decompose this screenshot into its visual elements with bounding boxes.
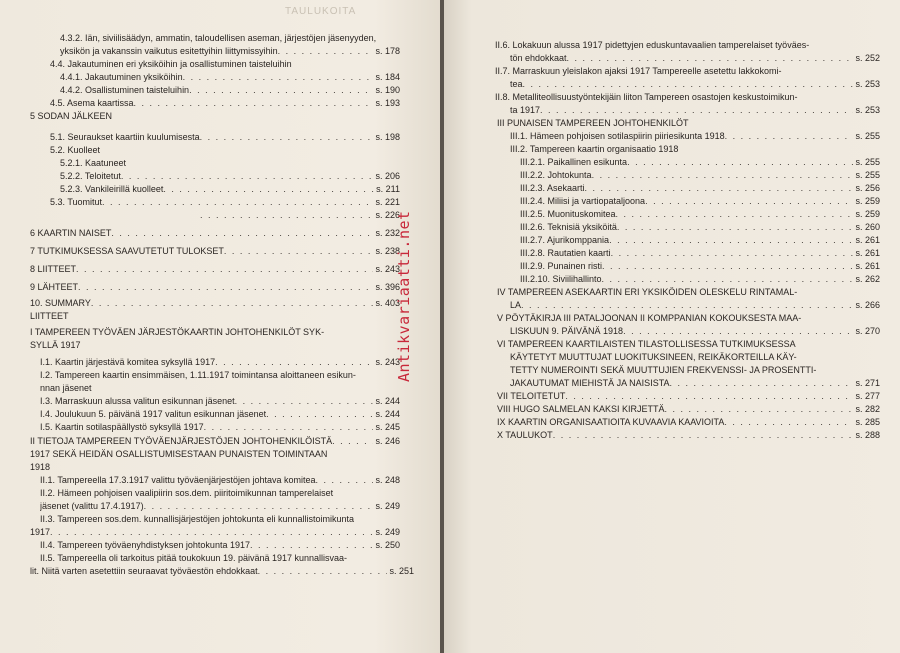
left-toc-line xyxy=(30,340,414,351)
toc-entry-title: LIITTEET xyxy=(30,311,69,321)
toc-page-number: s. 184 xyxy=(375,72,400,82)
toc-entry-title: JAKAUTUMAT MIEHISTÄ JA NAISISTA xyxy=(510,378,670,388)
toc-entry-title: LA xyxy=(510,300,522,310)
toc-entry-title: III PUNAISEN TAMPEREEN JOHTOHENKILÖT xyxy=(497,118,689,128)
left-toc-line xyxy=(50,132,400,143)
toc-entry-title: 1918 xyxy=(30,462,51,472)
toc-entry-title: 7 TUTKIMUKSESSA SAAVUTETUT TULOKSET xyxy=(30,246,224,256)
toc-page-number: s. 249 xyxy=(375,527,400,537)
dot-leader xyxy=(602,274,854,285)
dot-leader xyxy=(617,222,854,233)
left-toc-line xyxy=(30,327,414,338)
toc-entry-title: 4.5. Asema kaartissa xyxy=(50,98,134,108)
right-toc-line xyxy=(510,53,880,64)
dot-leader xyxy=(553,430,854,441)
toc-page-number: s. 244 xyxy=(375,396,400,406)
dot-leader xyxy=(565,391,853,402)
right-toc-line xyxy=(510,131,880,142)
dot-leader xyxy=(523,79,854,90)
left-toc-line xyxy=(30,282,400,293)
left-toc-line xyxy=(40,514,414,525)
right-toc-line xyxy=(510,352,890,363)
toc-entry-title: III.2. Tampereen kaartin organisaatio 1918 xyxy=(510,144,679,154)
toc-entry-title: KÄYTETYT MUUTTUJAT LUOKITUKSINEEN, REIKÄKORTEILLA KÄY- xyxy=(510,352,797,362)
toc-entry-title: I.4. Joulukuun 5. päivänä 1917 valitun esikunnan jäsenet xyxy=(40,409,267,419)
toc-page-number: s. 250 xyxy=(375,540,400,550)
toc-page-number: s. 261 xyxy=(855,235,880,245)
dot-leader xyxy=(250,540,373,551)
toc-entry-title: I.2. Tampereen kaartin ensimmäisen, 1.11.1917 toimintansa aloittaneen esikun- xyxy=(40,370,356,380)
toc-entry-title: 1917 SEKÄ HEIDÄN OSALLISTUMISESTAAN PUNAISTEN TOIMINTAAN xyxy=(30,449,328,459)
toc-page-number: s. 251 xyxy=(389,566,414,576)
toc-entry-title: II.8. Metalliteollisuustyöntekijäin liiton Tampereen osastojen keskustoimikun- xyxy=(495,92,798,102)
left-toc-line xyxy=(30,462,414,473)
toc-entry-title: 8 LIITTEET xyxy=(30,264,77,274)
toc-entry-title: III.2.8. Rautatien kaarti xyxy=(520,248,611,258)
toc-entry-title: II.7. Marraskuun yleislakon ajaksi 1917 Tampereelle asetettu lakkokomi- xyxy=(495,66,782,76)
toc-page-number: s. 198 xyxy=(375,132,400,142)
toc-page-number: s. 243 xyxy=(375,264,400,274)
dot-leader xyxy=(725,131,854,142)
toc-entry-title: SYLLÄ 1917 xyxy=(30,340,81,350)
toc-entry-title: 4.4.1. Jakautuminen yksiköihin xyxy=(60,72,183,82)
dot-leader xyxy=(266,409,373,420)
toc-entry-title: 6 KAARTIN NAISET xyxy=(30,228,112,238)
right-toc-line xyxy=(497,430,880,441)
toc-entry-title: 1917 xyxy=(30,527,51,537)
toc-page-number: s. 288 xyxy=(855,430,880,440)
toc-entry-title: III.2.4. Miliisi ja vartiopataljoona xyxy=(520,196,646,206)
toc-page-number: s. 252 xyxy=(855,53,880,63)
toc-entry-title: 5.2.3. Vankileirillä kuolleet xyxy=(60,184,164,194)
toc-entry-title: tea xyxy=(510,79,523,89)
toc-page-number: s. 226 xyxy=(375,210,400,220)
left-toc-line xyxy=(30,311,414,322)
toc-page-number: s. 270 xyxy=(855,326,880,336)
toc-page-number: s. 403 xyxy=(375,298,400,308)
toc-entry-title: II.1. Tampereella 17.3.1917 valittu työväenjärjestöjen johtava komitea xyxy=(40,475,316,485)
dot-leader xyxy=(134,98,374,109)
toc-page-number: s. 282 xyxy=(855,404,880,414)
dot-leader xyxy=(144,501,374,512)
toc-entry-title: 10. SUMMARY xyxy=(30,298,91,308)
toc-entry-title: tön ehdokkaat xyxy=(510,53,567,63)
toc-entry-title: 4.4. Jakautuminen eri yksiköihin ja osallistuminen taisteluihin xyxy=(50,59,292,69)
toc-page-number: s. 193 xyxy=(375,98,400,108)
left-toc-line xyxy=(30,436,400,447)
right-toc-line xyxy=(510,105,880,116)
toc-entry-title: 5.2.1. Kaatuneet xyxy=(60,158,127,168)
right-toc-line xyxy=(520,222,880,233)
right-toc-line xyxy=(510,365,890,376)
toc-entry-title: VIII HUGO SALMELAN KAKSI KIRJETTÄ xyxy=(497,404,665,414)
toc-entry-title: 5 SODAN JÄLKEEN xyxy=(30,111,113,121)
dot-leader xyxy=(609,235,853,246)
toc-entry-title: II.5. Tampereella oli tarkoitus pitää toukokuun 19. päivänä 1917 kunnallisvaa- xyxy=(40,553,348,563)
right-page xyxy=(444,0,900,653)
toc-entry-title: ta 1917 xyxy=(510,105,541,115)
left-toc-line xyxy=(30,228,400,239)
left-toc-line xyxy=(30,111,414,122)
dot-leader xyxy=(76,264,373,275)
toc-page-number: s. 277 xyxy=(855,391,880,401)
toc-entry-title: IX KAARTIN ORGANISAATIOITA KUVAAVIA KAAVIOITA xyxy=(497,417,725,427)
right-toc-line xyxy=(510,144,890,155)
dot-leader xyxy=(540,105,853,116)
toc-entry-title: II.3. Tampereen sos.dem. kunnallisjärjestöjen johtokunta eli kunnallistoimikunta xyxy=(40,514,355,524)
toc-page-number: s. 243 xyxy=(375,357,400,367)
toc-entry-title: yksikön ja vakanssin vaikutus esitettyihin liittymissyihin xyxy=(60,46,278,56)
toc-page-number: s. 178 xyxy=(375,46,400,56)
toc-entry-title: III.2.1. Paikallinen esikunta xyxy=(520,157,628,167)
left-toc-line xyxy=(40,553,400,564)
dot-leader xyxy=(111,228,373,239)
right-toc-line xyxy=(497,313,890,324)
toc-page-number: s. 285 xyxy=(855,417,880,427)
dot-leader xyxy=(724,417,853,428)
toc-page-number: s. 248 xyxy=(375,475,400,485)
toc-entry-title: I TAMPEREEN TYÖVÄEN JÄRJESTÖKAARTIN JOHTOHENKILÖT SYK- xyxy=(30,327,325,337)
right-toc-line xyxy=(520,248,880,259)
toc-entry-title: LISKUUN 9. PÄIVÄNÄ 1918 xyxy=(510,326,624,336)
toc-page-number: s. 271 xyxy=(855,378,880,388)
left-toc-line xyxy=(40,383,414,394)
left-toc-line xyxy=(60,171,400,182)
toc-entry-title: III.2.3. Asekaarti xyxy=(520,183,585,193)
dot-leader xyxy=(258,566,388,577)
left-toc-line xyxy=(60,72,400,83)
dot-leader xyxy=(91,298,374,309)
left-toc-line xyxy=(60,46,400,57)
toc-entry-title: jäsenet (valittu 17.4.1917) xyxy=(40,501,144,511)
toc-entry-title: I.1. Kaartin järjestävä komitea syksyllä 1917 xyxy=(40,357,216,367)
dot-leader xyxy=(224,246,374,257)
dot-leader xyxy=(521,300,853,311)
toc-entry-title: III.2.7. Ajurikomppania xyxy=(520,235,610,245)
toc-entry-title: 5.3. Tuomitut xyxy=(50,197,103,207)
right-toc-line xyxy=(495,66,890,77)
toc-page-number: s. 221 xyxy=(375,197,400,207)
toc-entry-title: III.2.6. Teknisiä yksiköitä xyxy=(520,222,617,232)
right-toc-line xyxy=(520,261,880,272)
left-toc-line xyxy=(60,33,414,44)
dot-leader xyxy=(616,209,854,220)
dot-leader xyxy=(204,422,374,433)
toc-entry-title: VI TAMPEREEN KAARTILAISTEN TILASTOLLISESSA TUTKIMUKSESSA xyxy=(497,339,796,349)
toc-entry-title: 5.2.2. Teloitetut xyxy=(60,171,121,181)
right-toc-line xyxy=(510,378,880,389)
toc-entry-title: III.2.2. Johtokunta xyxy=(520,170,592,180)
right-toc-line xyxy=(520,209,880,220)
toc-entry-title: II TIETOJA TAMPEREEN TYÖVÄENJÄRJESTÖJEN JOHTOHENKILÖISTÄ xyxy=(30,436,333,446)
dot-leader xyxy=(623,326,853,337)
left-toc-line xyxy=(30,298,400,309)
left-toc-line xyxy=(50,197,400,208)
dot-leader xyxy=(278,46,374,57)
toc-entry-title: III.1. Hämeen pohjoisen sotilaspiirin piiriesikunta 1918 xyxy=(510,131,725,141)
right-toc-line xyxy=(497,287,890,298)
toc-page-number: s. 232 xyxy=(375,228,400,238)
right-toc-line xyxy=(497,417,880,428)
right-toc-line xyxy=(495,92,890,103)
left-toc-line xyxy=(40,422,400,433)
toc-entry-title: II.4. Tampereen työväenyhdistyksen johtokunta 1917 xyxy=(40,540,250,550)
toc-page-number: s. 255 xyxy=(855,157,880,167)
toc-page-number: s. 190 xyxy=(375,85,400,95)
left-toc-line xyxy=(40,488,414,499)
toc-entry-title: X TAULUKOT xyxy=(497,430,553,440)
toc-page-number: s. 238 xyxy=(375,246,400,256)
left-toc-line xyxy=(40,540,400,551)
dot-leader xyxy=(163,184,374,195)
right-toc-line xyxy=(520,183,880,194)
bleed-through-text: TAULUKOITA xyxy=(285,6,357,17)
toc-entry-title: V PÖYTÄKIRJA III PATALJOONAN II KOMPPANIAN KOKOUKSESTA MAA- xyxy=(497,313,802,323)
right-toc-line xyxy=(510,326,880,337)
left-toc-line xyxy=(30,246,400,257)
toc-entry-title: 5.1. Seuraukset kaartiin kuulumisesta xyxy=(50,132,200,142)
left-toc-line xyxy=(60,158,414,169)
dot-leader xyxy=(183,72,374,83)
right-toc-line xyxy=(495,40,890,51)
toc-page-number: s. 211 xyxy=(376,184,400,194)
toc-page-number: s. 246 xyxy=(375,436,400,446)
toc-page-number: s. 255 xyxy=(855,131,880,141)
toc-page-number: s. 206 xyxy=(375,171,400,181)
toc-entry-title: III.2.9. Punainen risti xyxy=(520,261,603,271)
left-toc-line xyxy=(40,396,400,407)
dot-leader xyxy=(332,436,373,447)
dot-leader xyxy=(627,157,853,168)
right-toc-line xyxy=(520,170,880,181)
toc-entry-title: TETTY NUMEROINTI SEKÄ MUUTTUJIEN FREKVENSSI- JA PROSENTTI- xyxy=(510,365,817,375)
toc-page-number: s. 253 xyxy=(855,79,880,89)
left-toc-line xyxy=(50,145,414,156)
dot-leader xyxy=(121,171,374,182)
dot-leader xyxy=(189,85,373,96)
right-toc-line xyxy=(497,118,890,129)
toc-entry-title: 5.2. Kuolleet xyxy=(50,145,101,155)
dot-leader xyxy=(602,261,853,272)
toc-entry-title: lit. Niitä varten asetettiin seuraavat työväestön ehdokkaat xyxy=(30,566,258,576)
toc-page-number: s. 266 xyxy=(855,300,880,310)
toc-page-number: s. 261 xyxy=(855,248,880,258)
toc-entry-title: III.2.10. Siviilihallinto xyxy=(520,274,602,284)
right-toc-line xyxy=(520,274,880,285)
dot-leader xyxy=(645,196,853,207)
toc-page-number: s. 256 xyxy=(855,183,880,193)
toc-page-number: s. 260 xyxy=(855,222,880,232)
left-toc-line xyxy=(200,210,400,221)
dot-leader xyxy=(235,396,374,407)
left-toc-line xyxy=(40,501,400,512)
left-toc-line xyxy=(50,59,414,70)
left-toc-line xyxy=(60,85,400,96)
right-toc-line xyxy=(520,196,880,207)
toc-page-number: s. 245 xyxy=(375,422,400,432)
dot-leader xyxy=(585,183,854,194)
left-toc-line xyxy=(40,475,400,486)
right-toc-line xyxy=(497,404,880,415)
dot-leader xyxy=(102,197,373,208)
toc-page-number: s. 262 xyxy=(855,274,880,284)
toc-entry-title: IV TAMPEREEN ASEKAARTIN ERI YKSIKÖIDEN OLESKELU RINTAMAL- xyxy=(497,287,798,297)
toc-page-number: s. 396 xyxy=(375,282,400,292)
left-toc-line xyxy=(50,98,400,109)
left-toc-line xyxy=(40,409,400,420)
toc-entry-title: I.3. Marraskuun alussa valitun esikunnan jäsenet xyxy=(40,396,235,406)
toc-entry-title: II.2. Hämeen pohjoisen vaalipiirin sos.dem. piiritoimikunnan tamperelaiset xyxy=(40,488,334,498)
toc-page-number: s. 255 xyxy=(855,170,880,180)
dot-leader xyxy=(200,132,374,143)
toc-entry-title: nnan jäsenet xyxy=(40,383,92,393)
dot-leader xyxy=(665,404,854,415)
toc-entry-title: II.6. Lokakuun alussa 1917 pidettyjen eduskuntavaalien tamperelaiset työväes- xyxy=(495,40,810,50)
dot-leader xyxy=(316,475,374,486)
toc-page-number: s. 259 xyxy=(855,209,880,219)
toc-page-number: s. 253 xyxy=(855,105,880,115)
toc-entry-title: I.5. Kaartin sotilaspäällystö syksyllä 1917 xyxy=(40,422,204,432)
dot-leader xyxy=(611,248,854,259)
toc-entry-title: 4.3.2. Iän, siviilisäädyn, ammatin, taloudellisen aseman, järjestöjen jäsenyyden, xyxy=(60,33,377,43)
left-toc-line xyxy=(30,566,414,577)
right-toc-line xyxy=(520,157,880,168)
left-toc-line xyxy=(30,449,414,460)
dot-leader xyxy=(215,357,373,368)
dot-leader xyxy=(50,527,373,538)
left-toc-line xyxy=(60,184,400,195)
toc-entry-title: III.2.5. Muonituskomitea xyxy=(520,209,616,219)
toc-page-number: s. 261 xyxy=(855,261,880,271)
toc-page-number: s. 249 xyxy=(375,501,400,511)
dot-leader xyxy=(78,282,373,293)
dot-leader xyxy=(567,53,854,64)
toc-entry-title: VII TELOITETUT xyxy=(497,391,566,401)
dot-leader xyxy=(592,170,854,181)
toc-page-number: s. 244 xyxy=(375,409,400,419)
toc-entry-title: 4.4.2. Osallistuminen taisteluihin xyxy=(60,85,190,95)
right-toc-line xyxy=(497,391,880,402)
left-toc-line xyxy=(40,370,414,381)
left-toc-line xyxy=(30,264,400,275)
toc-entry-title: 9 LÄHTEET xyxy=(30,282,79,292)
dot-leader xyxy=(670,378,854,389)
left-toc-line xyxy=(30,527,400,538)
toc-page-number: s. 259 xyxy=(855,196,880,206)
right-toc-line xyxy=(497,339,890,350)
watermark: Antikvariaatti.net xyxy=(395,210,413,382)
left-toc-line xyxy=(40,357,400,368)
right-toc-line xyxy=(510,79,880,90)
right-toc-line xyxy=(510,300,880,311)
right-toc-line xyxy=(520,235,880,246)
dot-leader xyxy=(200,210,373,221)
left-page xyxy=(0,0,440,653)
